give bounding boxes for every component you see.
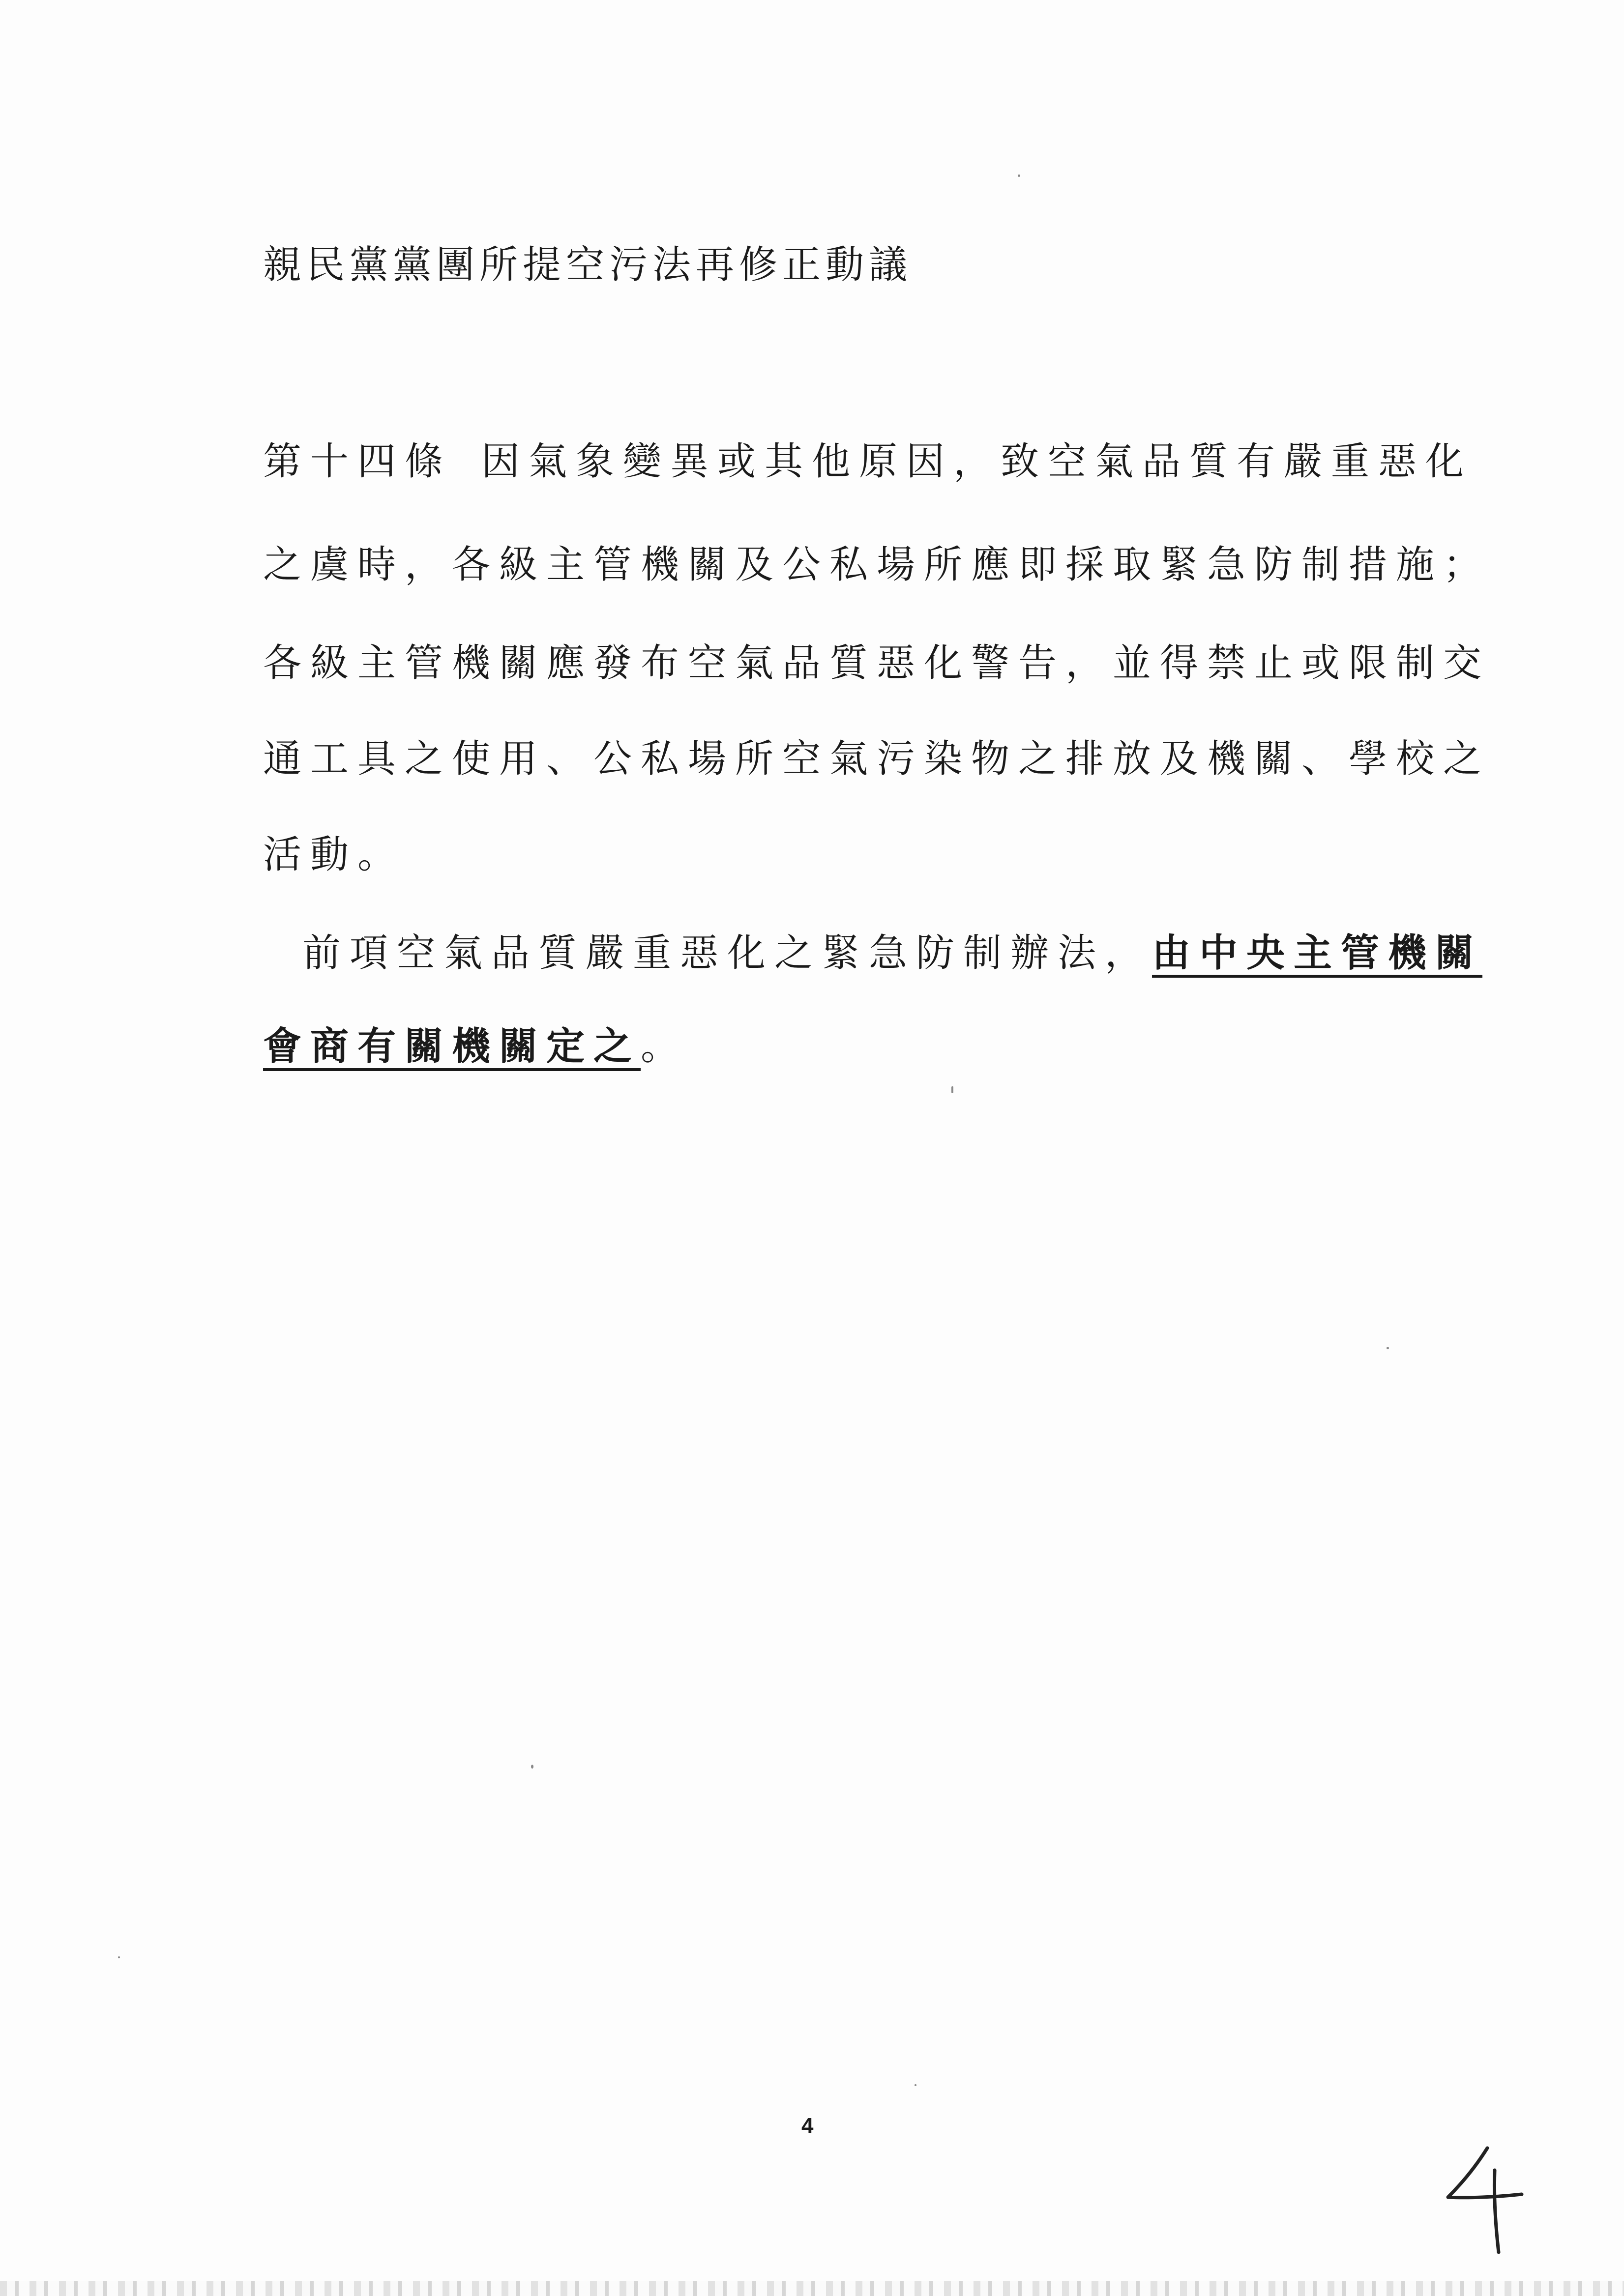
scan-speck: [531, 1765, 533, 1769]
scan-speck: [118, 1956, 120, 1958]
scan-speck: [951, 1086, 953, 1093]
document-title: 親民黨黨團所提空污法再修正動議: [263, 243, 913, 287]
handwritten-page-number: [1441, 2143, 1529, 2256]
scan-speck: [1018, 174, 1020, 177]
body-line-1: 因氣象變異或其他原因，致空氣品質有嚴重惡化: [481, 439, 1473, 484]
article-first-line: [263, 439, 1473, 484]
paragraph-2-plain: 前項空氣品質嚴重惡化之緊急防制辦法，: [302, 931, 1152, 975]
page-number: 4: [801, 2114, 814, 2138]
paragraph-2-end: 。: [641, 1024, 688, 1069]
body-line-3: 各級主管機關應發布空氣品質惡化警告，並得禁止或限制交: [263, 641, 1491, 685]
body-line-5: 活動。: [263, 833, 405, 877]
body-line-2: 之虞時，各級主管機關及公私場所應即採取緊急防制措施；: [263, 543, 1491, 587]
article-number: 第十四條: [263, 439, 452, 484]
body-line-4: 通工具之使用、公私場所空氣污染物之排放及機關、學校之: [263, 737, 1491, 781]
paragraph-2-line-2: [263, 1024, 688, 1069]
amended-text-2: 會商有關機關定之: [263, 1024, 641, 1069]
scan-bottom-edge: [0, 2281, 1624, 2296]
scan-speck: [1387, 1347, 1389, 1349]
scan-speck: [915, 2084, 916, 2086]
paragraph-2-line-1: [302, 930, 1483, 975]
amended-text-1: 由中央主管機關: [1152, 930, 1483, 975]
